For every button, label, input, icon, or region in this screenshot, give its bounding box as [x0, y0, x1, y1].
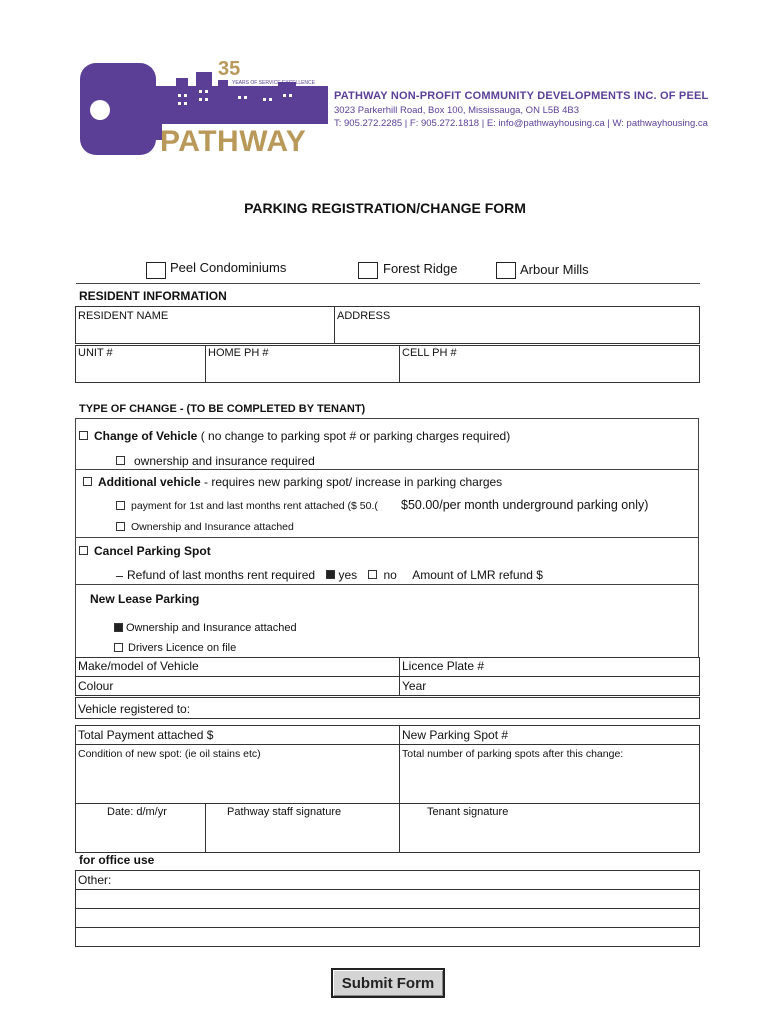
- lmr-refund-label: Amount of LMR refund $: [412, 568, 543, 582]
- ownership-attached2-label: Ownership and Insurance attached: [126, 622, 297, 634]
- refund-checkbox[interactable]: [116, 575, 123, 577]
- ownership-required-label: ownership and insurance required: [134, 454, 315, 468]
- office-use-heading: for office use: [79, 853, 155, 867]
- payment-attached-label: payment for 1st and last months rent attached ($ 50.(: [131, 500, 378, 512]
- drivers-licence-label: Drivers Licence on file: [128, 642, 237, 654]
- vehicle-registered-label: Vehicle registered to:: [78, 702, 191, 716]
- office-line-1[interactable]: [75, 889, 700, 909]
- home-phone-label: HOME PH #: [208, 347, 269, 359]
- frame-right: [698, 418, 699, 658]
- no-checkbox[interactable]: [368, 570, 377, 579]
- additional-vehicle-desc: - requires new parking spot/ increase in parking charges: [200, 475, 503, 489]
- change-vehicle-label: Change of Vehicle: [94, 429, 198, 443]
- additional-vehicle-option[interactable]: [83, 475, 502, 489]
- checkbox-icon: [116, 456, 125, 465]
- cancel-spot-label: Cancel Parking Spot: [94, 544, 211, 558]
- new-spot-label: New Parking Spot #: [402, 728, 509, 742]
- refund-row: [116, 568, 543, 582]
- tenant-signature-label: Tenant signature: [427, 806, 509, 818]
- licence-plate-label: Licence Plate #: [402, 659, 485, 673]
- arbour-mills-label: Arbour Mills: [520, 262, 589, 277]
- checkbox-icon: [79, 546, 88, 555]
- office-line-3[interactable]: [75, 927, 700, 947]
- submit-form-button[interactable]: Submit Form: [331, 968, 445, 998]
- additional-vehicle-label: Additional vehicle: [98, 475, 201, 489]
- logo-tagline: YEARS OF SERVICE EXCELLENCE: [232, 80, 315, 86]
- payment-attached-option[interactable]: [116, 500, 378, 512]
- divider: [76, 283, 700, 284]
- peel-condominiums-checkbox[interactable]: [146, 262, 166, 279]
- staff-signature-label: Pathway staff signature: [227, 806, 342, 818]
- frame-top: [75, 418, 699, 419]
- form-title: PARKING REGISTRATION/CHANGE FORM: [244, 200, 526, 216]
- yes-label: yes: [338, 568, 358, 582]
- cancel-spot-option[interactable]: [79, 544, 211, 558]
- ownership-required-option[interactable]: [116, 454, 315, 468]
- forest-ridge-label: Forest Ridge: [383, 261, 458, 276]
- checkbox-icon: [83, 477, 92, 486]
- unit-label: UNIT #: [78, 347, 113, 359]
- cell-phone-label: CELL PH #: [402, 347, 457, 359]
- payment-amount-text: $50.00/per month underground parking only): [401, 498, 649, 512]
- checkbox-icon: [79, 431, 88, 440]
- arbour-mills-checkbox[interactable]: [496, 262, 516, 279]
- type-of-change-heading: TYPE OF CHANGE - (TO BE COMPLETED BY TENANT): [79, 403, 366, 415]
- condition-label: Condition of new spot: (ie oil stains etc): [78, 748, 261, 760]
- other-label: Other:: [78, 873, 112, 887]
- resident-name-label: RESIDENT NAME: [78, 310, 169, 322]
- frame-left: [75, 418, 76, 658]
- row-divider: [75, 537, 699, 538]
- ownership-attached-option[interactable]: [116, 521, 294, 533]
- refund-label: Refund of last months rent required: [127, 568, 316, 582]
- row-divider: [75, 584, 699, 585]
- resident-section-heading: RESIDENT INFORMATION: [79, 289, 227, 303]
- forest-ridge-checkbox[interactable]: [358, 262, 378, 279]
- yes-checkbox[interactable]: [326, 570, 335, 579]
- checkbox-icon: [116, 501, 125, 510]
- checkbox-icon: [114, 643, 123, 652]
- date-label: Date: d/m/yr: [107, 806, 167, 818]
- ownership-attached-label: Ownership and Insurance attached: [131, 521, 294, 533]
- colour-field[interactable]: [75, 676, 401, 696]
- address-label: ADDRESS: [337, 310, 391, 322]
- org-name: PATHWAY NON-PROFIT COMMUNITY DEVELOPMENTS INC. OF PEEL: [334, 90, 709, 102]
- office-line-2[interactable]: [75, 908, 700, 928]
- make-model-label: Make/model of Vehicle: [78, 659, 199, 673]
- logo-name: PATHWAY: [160, 125, 307, 158]
- checkbox-icon: [116, 522, 125, 531]
- change-vehicle-desc: ( no change to parking spot # or parking charges required): [197, 429, 511, 443]
- colour-label: Colour: [78, 679, 114, 693]
- other-field[interactable]: [75, 870, 700, 890]
- new-lease-heading: New Lease Parking: [90, 592, 200, 606]
- peel-condominiums-label: Peel Condominiums: [170, 260, 287, 275]
- no-label: no: [383, 568, 397, 582]
- total-spots-label: Total number of parking spots after this change:: [402, 748, 624, 760]
- checkbox-icon: [114, 623, 123, 632]
- org-address: 3023 Parkerhill Road, Box 100, Mississauga, ON L5B 4B3: [334, 105, 580, 116]
- total-payment-label: Total Payment attached $: [78, 728, 214, 742]
- change-vehicle-option[interactable]: [79, 429, 510, 443]
- org-contact: T: 905.272.2285 | F: 905.272.1818 | E: info@pathwayhousing.ca | W: pathwayhousing.ca: [334, 118, 708, 129]
- year-field[interactable]: [399, 676, 700, 696]
- logo-years: 35: [218, 58, 241, 80]
- drivers-licence-option[interactable]: [114, 642, 236, 654]
- year-label: Year: [402, 679, 427, 693]
- ownership-attached2-option[interactable]: [114, 622, 297, 634]
- row-divider: [75, 469, 699, 470]
